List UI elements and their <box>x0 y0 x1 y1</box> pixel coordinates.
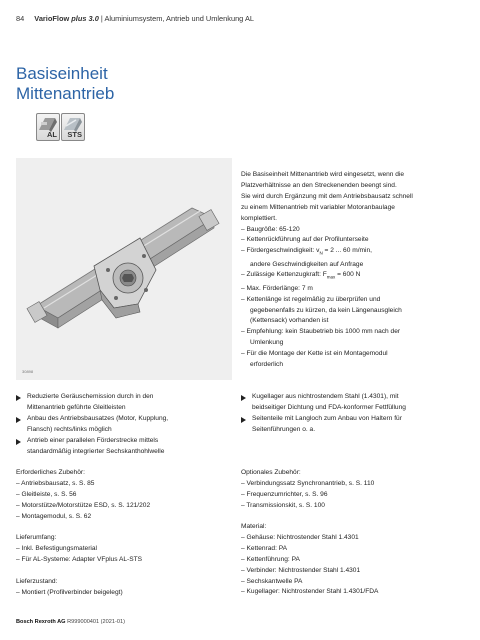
spec-item: – Zulässige Kettenzugkraft: $F_{max} = 600$ N <box>241 271 361 280</box>
figure-code: 30898 <box>22 369 34 374</box>
brand-suffix: plus 3.0 <box>71 14 99 23</box>
spec-item: – Für die Montage der Kette ist ein Montagemodul <box>241 350 388 358</box>
page-title-line2: Mittenantrieb <box>16 84 115 103</box>
list-item: – Gleitleiste, s. S. 56 <box>16 490 77 498</box>
section-heading: Optionales Zubehör: <box>241 469 301 476</box>
list-item: – Transmissionskit, s. S. 100 <box>241 501 325 509</box>
spec-item: – Kettenrückführung auf der Profilunterseite <box>241 236 369 244</box>
header-separator: | <box>100 14 103 23</box>
feature-bullet: Reduzierte Geräuschemission durch in den <box>16 392 168 403</box>
footer-company: Bosch Rexroth AG <box>16 619 66 625</box>
page-number: 84 <box>16 14 25 23</box>
description-intro-line: Die Basiseinheit Mittenantrieb wird eingesetzt, wenn die <box>241 171 405 178</box>
list-item: – Inkl. Befestigungsmaterial <box>16 544 97 552</box>
description-intro-line: Sie wird durch Ergänzung mit dem Antriebsbausatz schnell <box>241 192 413 200</box>
list-item: – Kugellager: Nichtrostender Stahl 1.4301/FDA <box>241 588 379 596</box>
section-heading: Lieferumfang: <box>16 534 57 541</box>
spec-item-continued: andere Geschwindigkeiten auf Anfrage <box>250 260 364 268</box>
spec-item-continued: erforderlich <box>250 361 283 369</box>
spec-item-continued: (Kettensack) vorhanden ist <box>250 317 329 325</box>
feature-continued: beidseitiger Dichtung und FDA-konformer Fettfüllung <box>252 403 406 411</box>
badge-al <box>36 113 60 141</box>
features-left <box>16 392 168 457</box>
list-item: – Verbindungssatz Synchronantrieb, s. S. 110 <box>241 479 375 487</box>
bullet-triangle-icon <box>241 417 246 423</box>
section-title: Aluminiumsystem, Antrieb und Umlenkung AL <box>104 14 254 23</box>
feature-bullet: Seitenteile mit Langloch zum Anbau von Haltern für <box>241 414 406 425</box>
feature-bullet: Kugellager aus nichtrostendem Stahl (1.4301), mit <box>241 392 406 403</box>
brand-name: VarioFlow <box>34 14 70 23</box>
delivery-condition <box>16 577 123 599</box>
list-item: – Motorstütze/Motorstütze ESD, s. S. 121/202 <box>16 501 151 509</box>
list-item: – Gehäuse: Nichtrostender Stahl 1.4301 <box>241 533 359 541</box>
bullet-triangle-icon <box>16 439 21 445</box>
spec-item-continued: gegebenenfalls zu kürzen, da kein Längenausgleich <box>250 306 402 314</box>
description-block <box>241 170 413 371</box>
section-heading: Material: <box>241 523 267 530</box>
feature-continued: Mittenantrieb geführte Gleitleisten <box>27 403 126 411</box>
description-intro-line: Platzverhältnisse an den Streckenenden beengt sind. <box>241 181 397 189</box>
list-item: – Verbinder: Nichtrostender Stahl 1.4301 <box>241 566 361 574</box>
feature-continued: Flansch) rechts/links möglich <box>27 425 112 433</box>
list-item: – Antriebsbausatz, s. S. 85 <box>16 479 95 487</box>
badge-al-label: AL <box>47 130 57 139</box>
list-item: – Kettenrad: PA <box>241 544 288 552</box>
product-figure <box>16 158 232 380</box>
section-heading: Erforderliches Zubehör: <box>16 469 85 476</box>
badge-sts-label: STS <box>67 130 82 139</box>
list-item: – Montagemodul, s. S. 62 <box>16 512 92 520</box>
spec-item-continued: Umlenkung <box>250 339 284 347</box>
list-item: – Für AL-Systeme: Adapter VFplus AL-STS <box>16 555 143 563</box>
description-intro-line: komplettiert. <box>241 214 277 222</box>
features-right <box>241 392 406 436</box>
footer-doc-number: R999000401 (2021-01) <box>67 619 125 625</box>
spec-item: – Empfehlung: kein Staubetrieb bis 1000 mm nach der <box>241 328 401 336</box>
scope-of-delivery <box>16 533 142 566</box>
bullet-triangle-icon <box>16 417 21 423</box>
section-heading: Lieferzustand: <box>16 578 58 585</box>
spec-item: – Max. Förderlänge: 7 m <box>241 284 313 292</box>
list-item: – Sechskantwelle PA <box>241 577 303 585</box>
center-drive-unit-image <box>16 158 232 380</box>
bullet-triangle-icon <box>16 395 21 401</box>
page-title-line1: Basiseinheit <box>16 64 108 83</box>
description-intro-line: zu einem Mittenantrieb mit variabler Motoranbaulage <box>241 203 395 211</box>
badge-sts <box>61 113 85 141</box>
feature-bullet: Antrieb einer parallelen Förderstrecke mittels <box>16 436 168 447</box>
material-list <box>241 522 378 598</box>
feature-continued: Seitenführungen o. a. <box>252 425 316 433</box>
page-footer <box>16 619 125 625</box>
page-header <box>16 14 254 23</box>
spec-item: – Fördergeschwindigkeit: $v_N = 2$ ... 60 m/min, <box>241 247 372 256</box>
list-item: – Montiert (Profilverbinder beigelegt) <box>16 588 123 596</box>
required-accessories <box>16 468 150 523</box>
spec-item: – Baugröße: 65-120 <box>241 225 300 233</box>
feature-bullet: Anbau des Antriebsbausatzes (Motor, Kupplung, <box>16 414 168 425</box>
spec-item: – Kettenlänge ist regelmäßig zu überprüfen und <box>241 295 381 303</box>
bullet-triangle-icon <box>241 395 246 401</box>
list-item: – Frequenzumrichter, s. S. 96 <box>241 490 328 498</box>
optional-accessories <box>241 468 374 512</box>
feature-continued: standardmäßig integrierter Sechskanthohlwelle <box>27 447 165 455</box>
list-item: – Kettenführung: PA <box>241 555 300 563</box>
